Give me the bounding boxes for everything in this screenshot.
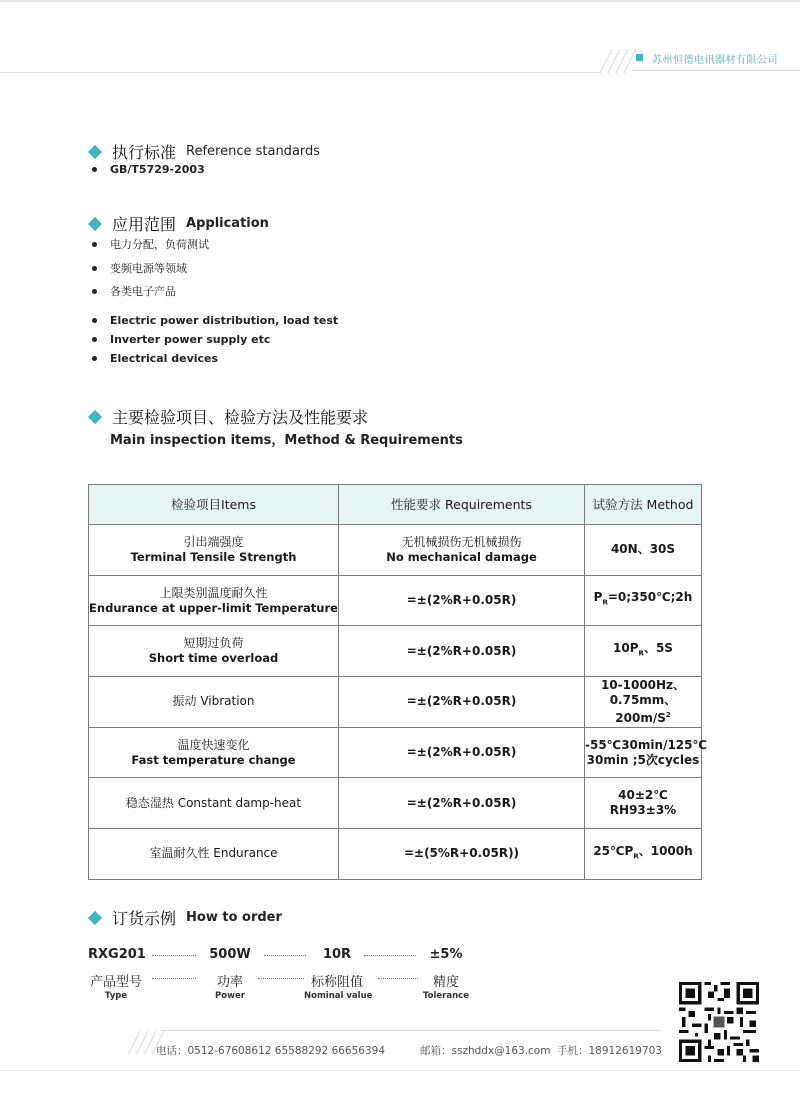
requirement-cell: =±(2%R+0.05R): [339, 677, 585, 728]
table-row: [89, 626, 702, 677]
item-en: Endurance at upper-limit Temperature: [89, 600, 338, 615]
order-label-zh: 功率: [216, 975, 243, 990]
method-cell: [585, 677, 702, 728]
item-cell: [89, 575, 339, 626]
section-title-zh: 订货示例: [112, 909, 177, 928]
order-code: 10R: [322, 947, 352, 962]
method-text: =0;350℃;2h: [607, 590, 693, 605]
section-inspection-heading: [90, 405, 378, 428]
list-item: [92, 283, 176, 299]
list-item: [92, 352, 218, 365]
order-label-en: Tolerance: [423, 991, 469, 1001]
application-item-zh: 电力分配，负荷测试: [110, 238, 209, 251]
section-title-en: How to order: [186, 910, 282, 925]
application-item-en: Electric power distribution, load test: [110, 314, 339, 327]
table-row: [89, 525, 702, 576]
item-zh: 引出端强度: [183, 534, 244, 549]
item-zh: 温度快速变化: [177, 737, 250, 752]
list-item: [92, 314, 338, 327]
requirement-en: No mechanical damage: [386, 549, 537, 564]
item-en: Fast temperature change: [131, 752, 296, 767]
bullet-dot-icon: [92, 337, 97, 342]
requirement-cell: =±(2%R+0.05R): [339, 727, 585, 778]
qr-code-icon: [679, 982, 759, 1062]
method-cell: [585, 626, 702, 677]
section-title-en: Application: [186, 216, 269, 231]
diamond-bullet-icon: [88, 910, 102, 924]
requirement-cell: =±(2%R+0.05R): [339, 626, 585, 677]
requirement-cell: =±(2%R+0.05R): [339, 778, 585, 829]
method-cell: [585, 727, 708, 778]
item-en: Short time overload: [148, 651, 279, 666]
list-item: [92, 163, 205, 176]
dotted-connector: [264, 955, 306, 956]
bullet-dot-icon: [92, 318, 97, 323]
section-title-zh: 执行标准: [112, 143, 177, 162]
order-code: ±5%: [429, 947, 463, 962]
table-row: [89, 575, 702, 626]
table-header-row: [89, 485, 702, 525]
standard-item: GB/T5729-2003: [110, 163, 205, 176]
list-item: [92, 260, 187, 276]
section-title-en: Main inspection items，Method & Requirements: [110, 433, 463, 448]
method-line: 30min ;5次cycles: [586, 752, 700, 767]
dotted-connector: [152, 978, 196, 979]
order-part-nominal: [304, 947, 373, 1001]
order-example: [88, 947, 468, 1007]
item-cell: 稳态湿热 Constant damp-heat: [89, 778, 339, 829]
contact-email: 邮箱：sszhddx@163.com: [420, 1045, 551, 1057]
method-cell: [585, 575, 702, 626]
inspection-table: [88, 484, 708, 880]
header-slash-decoration: [596, 44, 636, 74]
method-text: 、5S: [643, 641, 673, 656]
section-application-heading: [90, 212, 269, 235]
section-order-heading: [90, 906, 282, 929]
item-cell: [89, 525, 339, 576]
method-cell: 40N、30S: [585, 525, 702, 576]
column-header-items: 检验项目Items: [89, 485, 339, 525]
order-label-zh: 产品型号: [89, 975, 142, 990]
requirement-cell: =±(5%R+0.05R)): [339, 829, 585, 880]
order-label-zh: 标称阻值: [310, 975, 363, 990]
bullet-dot-icon: [92, 289, 97, 294]
application-item-zh: 各类电子产品: [110, 285, 176, 298]
order-part-type: [88, 947, 144, 1001]
diamond-bullet-icon: [88, 144, 102, 158]
item-cell: [89, 727, 339, 778]
list-item: [92, 333, 270, 346]
order-code: 500W: [209, 947, 251, 962]
order-code: RXG201: [88, 947, 146, 962]
order-label-en: Nominal value: [304, 991, 373, 1001]
column-header-requirements: 性能要求 Requirements: [339, 485, 585, 525]
requirement-cell: =±(2%R+0.05R): [339, 575, 585, 626]
item-cell: 振动 Vibration: [89, 677, 339, 728]
section-title-zh: 主要检验项目、检验方法及性能要求: [112, 408, 369, 427]
table-row: [89, 677, 702, 728]
header-rule: [0, 72, 600, 73]
method-cell: [585, 829, 702, 880]
dotted-connector: [364, 955, 416, 956]
method-text: 25℃P: [593, 843, 634, 858]
dotted-connector: [378, 978, 418, 979]
method-text: 、1000h: [638, 843, 693, 858]
contact-phone: 电话：0512-67608612 65588292 66656394: [156, 1045, 386, 1057]
method-line: -55℃30min/125℃: [585, 737, 708, 752]
diamond-bullet-icon: [88, 216, 102, 230]
item-cell: [89, 626, 339, 677]
top-rule: [0, 0, 800, 2]
method-text: 200m/S: [615, 710, 666, 725]
bullet-dot-icon: [92, 356, 97, 361]
method-line: 10-1000Hz、: [600, 677, 686, 692]
method-line: RH93±3%: [609, 803, 677, 818]
application-item-zh: 变频电源等领域: [110, 262, 187, 275]
item-cell: 室温耐久性 Endurance: [89, 829, 339, 880]
method-line: [585, 708, 701, 726]
company-name: 苏州恒德电讯器材有限公司: [652, 55, 778, 66]
application-item-en: Electrical devices: [110, 352, 219, 365]
method-text: 10P: [613, 641, 639, 656]
order-label-en: Power: [215, 991, 245, 1001]
order-label-zh: 精度: [432, 975, 459, 990]
section-standards-heading: [90, 140, 320, 163]
method-subscript: R: [633, 852, 639, 861]
header-separator: [633, 70, 800, 71]
requirement-zh: 无机械损伤无机械损伤: [401, 534, 522, 549]
section-title-en: Reference standards: [186, 144, 321, 159]
method-line: 0.75mm、: [609, 692, 677, 707]
order-label-en: Type: [104, 991, 128, 1001]
list-item: [92, 236, 209, 252]
item-en: Terminal Tensile Strength: [130, 549, 297, 564]
application-item-en: Inverter power supply etc: [110, 333, 271, 346]
requirement-cell: [339, 525, 585, 576]
method-cell: [585, 778, 702, 829]
method-superscript: 2: [665, 710, 671, 719]
bullet-dot-icon: [92, 266, 97, 271]
method-subscript: R: [602, 598, 608, 607]
bullet-dot-icon: [92, 167, 97, 172]
order-part-power: [204, 947, 256, 1001]
order-part-tolerance: [420, 947, 472, 1001]
table-row: [89, 727, 702, 778]
method-line: 40±2℃: [618, 788, 668, 803]
dotted-connector: [152, 955, 196, 956]
item-zh: 短期过负荷: [183, 636, 244, 651]
diamond-bullet-icon: [88, 409, 102, 423]
method-text: P: [593, 590, 603, 605]
section-title-zh: 应用范围: [112, 215, 177, 234]
column-header-method: 试验方法 Method: [585, 485, 702, 525]
bullet-dot-icon: [92, 242, 97, 247]
dotted-connector: [258, 978, 304, 979]
item-zh: 上限类别温度耐久性: [159, 585, 268, 600]
table-row: [89, 778, 702, 829]
footer-rule: [160, 1030, 660, 1031]
method-subscript: R: [638, 649, 644, 658]
table-row: [89, 829, 702, 880]
contact-mobile: 手机：18912619703: [557, 1045, 662, 1057]
footer-bottom-rule: [0, 1070, 800, 1071]
header-square-icon: [636, 54, 643, 61]
